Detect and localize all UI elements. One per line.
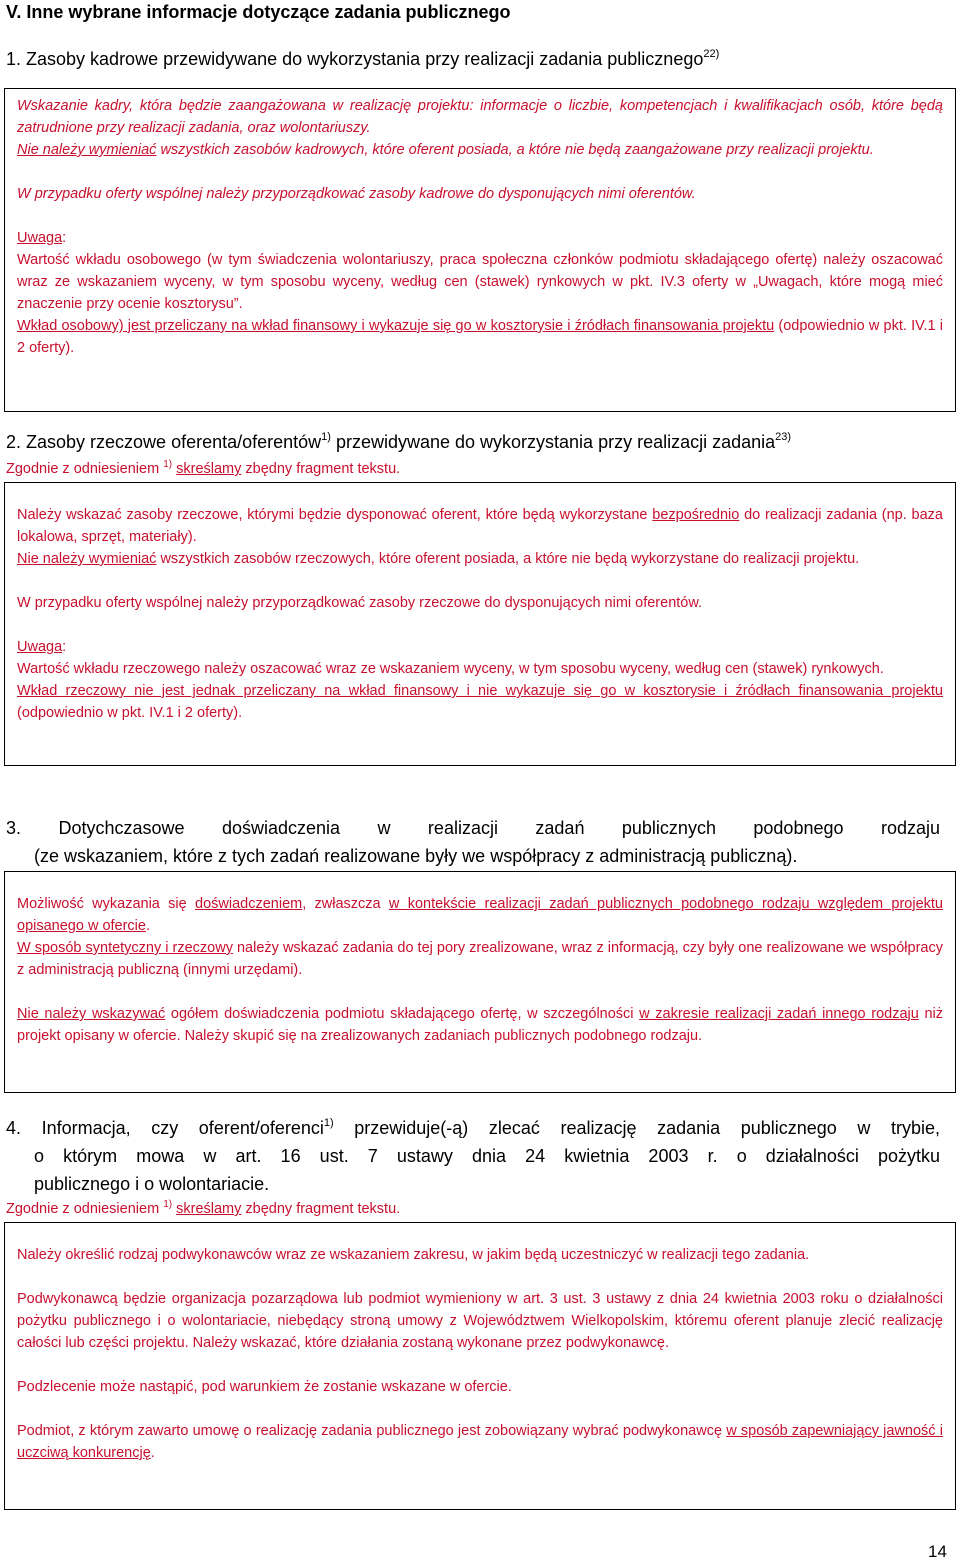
s2-colon: : bbox=[62, 639, 67, 655]
page-title: V. Inne wybrane informacje dotyczące zadania publicznego bbox=[6, 2, 511, 22]
section-4-heading-line-3: publicznego i o wolontariacie. bbox=[34, 1174, 270, 1194]
footnote-ref: 1) bbox=[163, 1199, 173, 1210]
s2-paragraph-resources bbox=[17, 504, 943, 548]
note-text: zbędny fragment tekstu. bbox=[241, 1201, 401, 1217]
note-text: Zgodnie z odniesieniem bbox=[6, 1201, 164, 1217]
section-4-box bbox=[4, 1222, 956, 1510]
page-number: 14 bbox=[928, 1542, 947, 1561]
note-text: zbędny fragment tekstu. bbox=[241, 461, 401, 477]
s2-paragraph-joint-offer: W przypadku oferty wspólnej należy przyporządkować zasoby rzeczowe do dysponujących nimi oferentów. bbox=[17, 595, 703, 611]
s4-text: . bbox=[150, 1445, 155, 1461]
s1-text: wszystkich zasobów kadrowych, które oferent posiada, a które nie będą zaangażowane przy realizacji projektu. bbox=[156, 142, 874, 158]
section-3-box bbox=[4, 871, 956, 1093]
s3-text: . bbox=[145, 918, 151, 934]
s3-text: , zwłaszcza bbox=[302, 896, 389, 912]
section-2-heading-a: 2. Zasoby rzeczowe oferenta/oferentów bbox=[6, 432, 322, 452]
footnote-ref: 1) bbox=[163, 459, 173, 470]
s4-text: Podmiot, z którym zawarto umowę o realizację zadania publicznego jest zobowiązany wybrać podwykonawcę bbox=[17, 1423, 727, 1439]
section-2-heading-b: przewidywane do wykorzystania przy realizacji zadania bbox=[330, 432, 776, 452]
s3-paragraph-synthetic bbox=[17, 937, 943, 981]
section-1-box bbox=[4, 88, 956, 412]
s1-paragraph-staff: Wskazanie kadry, która będzie zaangażowana w realizację projektu: informacje o liczbie, kompetencjach i kwalifikacjach osób, które będą zatrudnione przy realizacji zadania, oraz wolontariuszy. bbox=[17, 98, 943, 136]
note-emphasis: skreślamy bbox=[176, 1201, 242, 1217]
section-4-heading bbox=[6, 1114, 940, 1198]
s2-emphasis: bezpośrednio bbox=[652, 507, 740, 523]
s2-emphasis: Nie należy wymieniać bbox=[17, 551, 157, 567]
section-4-heading-line-2: o którym mowa w art. 16 ust. 7 ustawy dnia 24 kwietnia 2003 r. o działalności pożytku bbox=[34, 1146, 940, 1166]
s1-emphasis: Nie należy wymieniać bbox=[17, 142, 157, 158]
s3-text: należy wskazać zadania do tej pory zrealizowane, wraz z informacją, czy były one realizowane we współpracy z administracją publiczną (innymi urzędami). bbox=[17, 940, 943, 978]
s2-paragraph-conversion bbox=[17, 680, 943, 724]
footnote-ref: 1) bbox=[323, 1117, 334, 1129]
section-2-box bbox=[4, 482, 956, 766]
s1-conversion-text: (odpowiednio w pkt. IV.1 i 2 oferty). bbox=[17, 318, 943, 356]
s2-conversion-text: (odpowiednio w pkt. IV.1 i 2 oferty). bbox=[17, 705, 243, 721]
s3-text: ogółem doświadczenia podmiotu składającego ofertę, w szczególności bbox=[165, 1006, 640, 1022]
note-text: Zgodnie z odniesieniem bbox=[6, 461, 164, 477]
s1-paragraph-joint-offer: W przypadku oferty wspólnej należy przyporządkować zasoby kadrowe do dysponujących nimi oferentów. bbox=[17, 186, 696, 202]
s3-text: Możliwość wykazania się bbox=[17, 896, 196, 912]
section-1-heading-text: 1. Zasoby kadrowe przewidywane do wykorzystania przy realizacji zadania publicznego bbox=[6, 49, 704, 69]
s2-paragraph-valuation: Wartość wkładu rzeczowego należy oszacować wraz ze wskazaniem wyceny, w tym sposobu wyceny, według cen (stawek) rynkowych. bbox=[17, 661, 884, 677]
s2-text: Należy wskazać zasoby rzeczowe, którymi będzie dysponować oferent, które będą wykorzystane bbox=[17, 507, 653, 523]
section-2-note bbox=[6, 459, 400, 479]
s3-emphasis: doświadczeniem bbox=[195, 896, 303, 912]
s2-text: wszystkich zasobów rzeczowych, które oferent posiada, a które nie będą wykorzystane do realizacji projektu. bbox=[156, 551, 860, 567]
s3-emphasis: Nie należy wskazywać bbox=[17, 1006, 166, 1022]
s3-paragraph-experience bbox=[17, 893, 943, 937]
footnote-ref: 23) bbox=[775, 431, 792, 443]
section-2-heading bbox=[6, 430, 791, 454]
s2-paragraph-do-not-list bbox=[17, 548, 943, 570]
section-3-heading bbox=[6, 814, 940, 870]
s4-paragraph-definition: Podwykonawcą będzie organizacja pozarządowa lub podmiot wymieniony w art. 3 ust. 3 ustawy z dnia 24 kwietnia 2003 roku o działalności pożytku publicznego i o wolontariacie, niebędący stroną umowy z Województwem Wielkopolskim, któremu oferent planuje zlecić realizację całości lub części projektu. Należy wskazać, które działania zostaną wykonane przez podwykonawcę. bbox=[17, 1291, 943, 1351]
section-4-heading-a: 4. Informacja, czy oferent/oferenci bbox=[6, 1118, 324, 1138]
s2-uwaga: Uwaga bbox=[17, 639, 63, 655]
s1-paragraph-valuation: Wartość wkładu osobowego (w tym świadczenia wolontariuszy, praca społeczna członków podmiotu składającego ofertę) należy oszacować wraz ze wskazaniem wyceny, w tym sposobu wyceny, według cen (stawek) rynkowych w pkt. IV.3 oferty w „Uwagach, które mogą mieć znaczenie przy ocenie kosztorysu”. bbox=[17, 252, 943, 312]
footnote-ref: 1) bbox=[321, 431, 331, 443]
s3-emphasis: w kontekście realizacji zadań publicznych podobnego rodzaju względem projektu opisanego w ofercie bbox=[17, 896, 943, 934]
s3-text: niż projekt opisany w ofercie. Należy skupić się na zrealizowanych zadaniach publicznych podobnego rodzaju. bbox=[17, 1006, 943, 1044]
s4-paragraph-condition: Podzlecenie może nastąpić, pod warunkiem że zostanie wskazane w ofercie. bbox=[17, 1379, 512, 1395]
section-4-note bbox=[6, 1199, 400, 1219]
section-4-heading-b: przewiduje(-ą) zlecać realizację zadania publicznego w trybie, bbox=[333, 1118, 941, 1138]
s1-uwaga: Uwaga bbox=[17, 230, 63, 246]
s1-paragraph-conversion bbox=[17, 315, 943, 359]
s3-emphasis: W sposób syntetyczny i rzeczowy bbox=[17, 940, 233, 956]
s2-text: do realizacji zadania (np. baza lokalowa, sprzęt, materiały). bbox=[17, 507, 943, 545]
s4-paragraph-subcontractors: Należy określić rodzaj podwykonawców wraz ze wskazaniem zakresu, w jakim będą uczestniczyć w realizacji tego zadania. bbox=[17, 1247, 810, 1263]
note-emphasis: skreślamy bbox=[176, 461, 242, 477]
s1-paragraph-do-not-list bbox=[17, 139, 943, 161]
section-1-heading bbox=[6, 47, 719, 71]
footnote-ref: 22) bbox=[703, 48, 720, 60]
s2-conversion-emphasis: Wkład rzeczowy nie jest jednak przeliczany na wkład finansowy i nie wykazuje się go w kosztorysie i źródłach finansowania projektu bbox=[17, 683, 943, 699]
s3-paragraph-do-not-indicate bbox=[17, 1003, 943, 1047]
s1-note-label bbox=[17, 227, 943, 249]
section-3-heading-line-1: 3. Dotychczasowe doświadczenia w realizacji zadań publicznych podobnego rodzaju bbox=[6, 818, 940, 838]
s4-emphasis: w sposób zapewniający jawność i uczciwą konkurencję bbox=[17, 1423, 943, 1461]
s3-emphasis: w zakresie realizacji zadań innego rodzaju bbox=[639, 1006, 919, 1022]
s2-note-label bbox=[17, 636, 943, 658]
section-3-heading-line-2: (ze wskazaniem, które z tych zadań realizowane były we współpracy z administracją publiczną). bbox=[34, 846, 798, 866]
s1-conversion-emphasis: Wkład osobowy) jest przeliczany na wkład finansowy i wykazuje się go w kosztorysie i źródłach finansowania projektu bbox=[17, 318, 775, 334]
section-4-heading-line-1 bbox=[6, 1114, 940, 1142]
s1-colon: : bbox=[62, 230, 67, 246]
s4-paragraph-competition bbox=[17, 1420, 943, 1464]
